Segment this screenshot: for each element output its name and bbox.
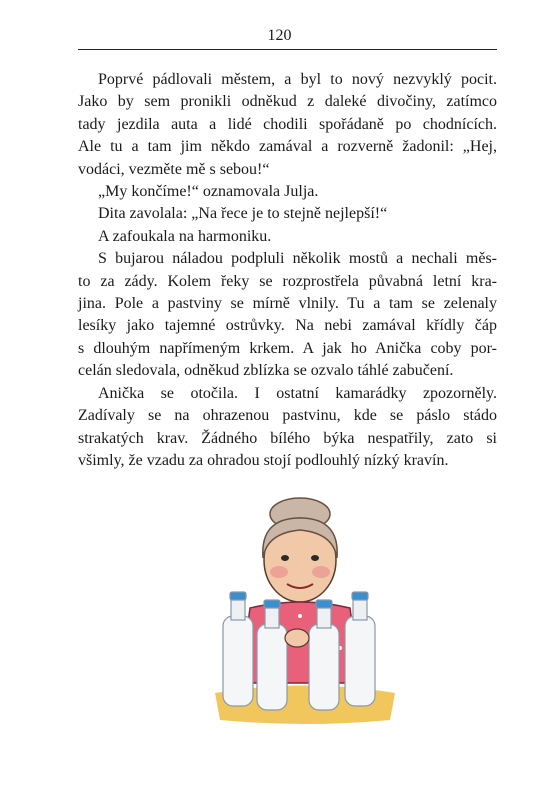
paragraph: [78, 181, 497, 203]
text-line: strakatých krav. Žádného bílého býka nespatřily, zato si: [78, 429, 497, 447]
body-text: [78, 69, 497, 472]
paragraph: [78, 226, 497, 248]
text-line: lesíky jako tajemné ostrůvky. Na nebi zamával křídly čáp: [78, 317, 497, 335]
paragraph: [78, 69, 497, 181]
text-line: jina. Pole a pastviny se mírně vlnily. Tu a tam se zelenaly: [78, 295, 497, 313]
text-line: tady jezdila auta a lidé chodili spořádaně po chodnících.: [78, 115, 497, 133]
text-line: Zadívaly se na ohrazenou pastvinu, kde se páslo stádo: [78, 407, 497, 425]
text-line: S bujarou náladou podpluli několik mostů a nechali měs-: [98, 250, 497, 268]
page-number: 120: [267, 27, 292, 44]
text-line: Anička se otočila. I ostatní kamarádky zpozorněly.: [98, 384, 497, 402]
text-line: vodáci, vezměte mě s sebou!“: [78, 160, 270, 178]
header-rule: [78, 49, 497, 50]
text-line: celán sledovala, odněkud zblízka se ozvalo táhlé zabučení.: [78, 362, 454, 380]
milk-woman-illustration: [205, 488, 405, 728]
text-line: „My končíme!“ oznamovala Julja.: [98, 183, 319, 201]
milk-bottle: [223, 592, 253, 706]
paragraph: [78, 203, 497, 225]
paragraph: [78, 248, 497, 382]
text-line: Jako by sem pronikli odněkud z daleké divočiny, zatímco: [78, 93, 497, 111]
text-line: všimly, že vzadu za ohradou stojí podlouhlý nízký kravín.: [78, 451, 449, 469]
hand: [285, 629, 309, 647]
eye-right: [311, 555, 319, 561]
text-line: Ale tu a tam jim někdo zamával a rozverně žadonil: „Hej,: [78, 138, 497, 156]
eye-left: [281, 555, 289, 561]
text-line: to za zády. Kolem řeky se rozprostřela půvabná letní kra-: [78, 272, 497, 290]
text-line: A zafoukala na harmoniku.: [98, 227, 272, 245]
text-line: s dlouhým napřímeným krkem. A jak ho Anička coby por-: [78, 339, 497, 357]
text-line: Dita zavolala: „Na řece je to stejně nejlepší!“: [98, 205, 388, 223]
text-line: Poprvé pádlovali městem, a byl to nový nezvyklý pocit.: [98, 71, 497, 88]
paragraph: [78, 383, 497, 473]
